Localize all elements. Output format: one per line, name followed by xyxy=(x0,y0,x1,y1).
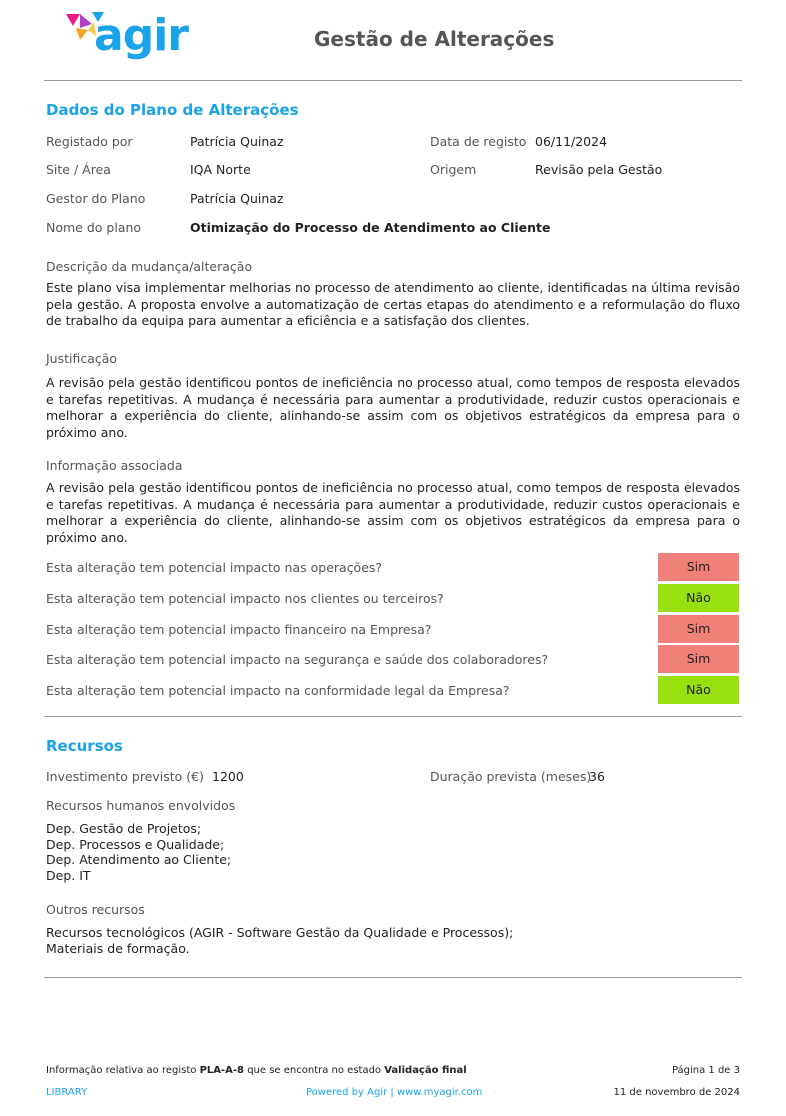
impact-question-operacoes: Esta alteração tem potencial impacto nas operações? xyxy=(46,560,383,575)
list-item: Dep. Gestão de Projetos; xyxy=(46,821,202,836)
impact-answer-badge: Não xyxy=(658,584,739,612)
page-title: Gestão de Alterações xyxy=(314,27,555,51)
section-title-recursos: Recursos xyxy=(46,737,123,755)
gestor-label: Gestor do Plano xyxy=(46,191,146,206)
footer-registo-info xyxy=(46,1065,467,1076)
duracao-label: Duração prevista (meses) xyxy=(430,769,592,784)
list-item: Recursos tecnológicos (AGIR - Software Gestão da Qualidade e Processos); xyxy=(46,925,514,940)
section-divider xyxy=(44,977,742,978)
footer-powered-link[interactable]: Powered by Agir | www.myagir.com xyxy=(306,1087,483,1098)
descricao-label: Descrição da mudança/alteração xyxy=(46,259,253,274)
footer-info-middle: que se encontra no estado xyxy=(244,1065,385,1076)
site-value: IQA Norte xyxy=(190,162,251,177)
section-title-dados: Dados do Plano de Alterações xyxy=(46,101,299,119)
footer-registo-code: PLA-A-8 xyxy=(199,1065,245,1076)
footer-page-number: Página 1 de 3 xyxy=(671,1065,740,1076)
duracao-value: 36 xyxy=(589,769,605,784)
justificacao-label: Justificação xyxy=(46,351,118,366)
investimento-label: Investimento previsto (€) xyxy=(46,769,204,784)
footer-library: LIBRARY xyxy=(46,1087,88,1098)
impact-question-financeiro: Esta alteração tem potencial impacto financeiro na Empresa? xyxy=(46,622,432,637)
nome-plano-value: Otimização do Processo de Atendimento ao Cliente xyxy=(190,220,551,235)
investimento-value: 1200 xyxy=(212,769,244,784)
outros-recursos-list xyxy=(46,925,513,956)
footer-estado: Validação final xyxy=(384,1065,467,1076)
logo-text: agir xyxy=(94,10,188,61)
info-associada-label: Informação associada xyxy=(46,458,183,473)
section-divider xyxy=(44,716,742,717)
descricao-text: Este plano visa implementar melhorias no processo de atendimento ao cliente, identificadas na última revisão pela gestão. A proposta envolve a automatização de certas etapas do atendimento e a reformulação do fluxo de trabalho da equipa para aumentar a eficiência e a satisfação dos clientes. xyxy=(46,280,740,328)
list-item: Materiais de formação. xyxy=(46,940,190,956)
data-registo-value: 06/11/2024 xyxy=(535,134,608,149)
recursos-humanos-list xyxy=(46,821,231,883)
list-item: Dep. IT xyxy=(46,867,91,883)
impact-question-clientes: Esta alteração tem potencial impacto nos clientes ou terceiros? xyxy=(46,591,444,606)
site-label: Site / Área xyxy=(46,162,111,177)
impact-question-conformidade: Esta alteração tem potencial impacto na conformidade legal da Empresa? xyxy=(46,683,510,698)
origem-label: Origem xyxy=(430,162,477,177)
info-associada-text: A revisão pela gestão identificou pontos de ineficiência no processo atual, como tempos de resposta elevados e tarefas repetitivas. A mudança é necessária para aumentar a produtividade, reduzir custos operacionais e melhorar a experiência do cliente, alinhando-se assim com os objetivos estratégicos da empresa para o próximo ano. xyxy=(46,480,740,545)
recursos-humanos-label: Recursos humanos envolvidos xyxy=(46,798,236,813)
footer-date: 11 de novembro de 2024 xyxy=(613,1087,740,1098)
justificacao-text: A revisão pela gestão identificou pontos de ineficiência no processo atual, como tempos de resposta elevados e tarefas repetitivas. A mudança é necessária para aumentar a produtividade, reduzir custos operacionais e melhorar a experiência do cliente, alinhando-se assim com os objetivos estratégicos da empresa para o próximo ano. xyxy=(46,375,740,440)
origem-value: Revisão pela Gestão xyxy=(535,162,663,177)
outros-recursos-label: Outros recursos xyxy=(46,902,145,917)
impact-question-seguranca: Esta alteração tem potencial impacto na segurança e saúde dos colaboradores? xyxy=(46,652,549,667)
footer-info-prefix: Informação relativa ao registo xyxy=(46,1065,200,1076)
impact-answer-badge: Sim xyxy=(658,615,739,643)
data-registo-label: Data de registo xyxy=(430,134,527,149)
impact-answer-badge: Sim xyxy=(658,553,739,581)
impact-answer-badge: Não xyxy=(658,676,739,704)
gestor-value: Patrícia Quinaz xyxy=(190,191,284,206)
impact-answer-badge: Sim xyxy=(658,645,739,673)
list-item: Dep. Atendimento ao Cliente; xyxy=(46,852,232,867)
list-item: Dep. Processos e Qualidade; xyxy=(46,836,225,852)
registado-por-value: Patrícia Quinaz xyxy=(190,134,284,149)
nome-plano-label: Nome do plano xyxy=(46,220,142,235)
header-divider xyxy=(44,80,742,81)
page-header xyxy=(0,0,786,82)
registado-por-label: Registado por xyxy=(46,134,133,149)
